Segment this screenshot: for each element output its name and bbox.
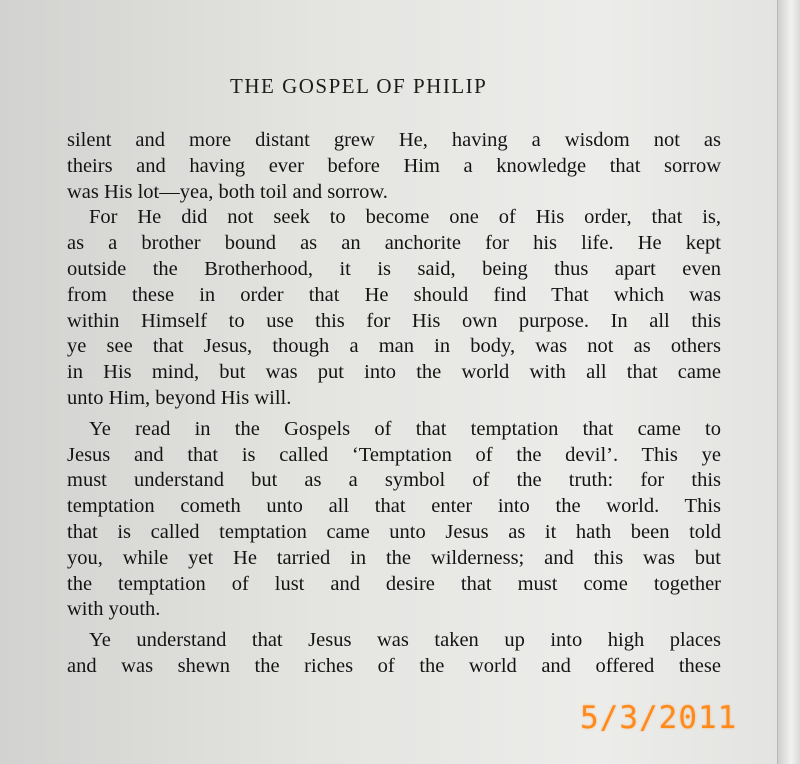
text-line: For He did not seek to become one of His order, that is, — [89, 206, 721, 229]
text-line: unto Him, beyond His will. — [67, 386, 292, 409]
text-line: the temptation of lust and desire that must come together — [67, 572, 721, 595]
camera-date-stamp: 5/3/2011 — [580, 700, 738, 736]
body-text — [67, 128, 721, 680]
text-line: from these in order that He should find That which was — [67, 283, 721, 306]
text-line: Ye read in the Gospels of that temptation that came to — [89, 417, 721, 440]
text-line: and was shewn the riches of the world and offered these — [67, 654, 721, 677]
text-line: that is called temptation came unto Jesus as it hath been told — [67, 520, 721, 543]
next-page-edge — [777, 0, 800, 764]
text-line: ye see that Jesus, though a man in body, was not as others — [67, 335, 721, 358]
text-line: outside the Brotherhood, it is said, being thus apart even — [67, 257, 721, 280]
text-line: as a brother bound as an anchorite for his life. He kept — [67, 232, 721, 255]
text-line: theirs and having ever before Him a knowledge that sorrow — [67, 154, 721, 177]
text-line: in His mind, but was put into the world with all that came — [67, 361, 721, 384]
text-line: temptation cometh unto all that enter into the world. This — [67, 495, 721, 518]
text-line: silent and more distant grew He, having a wisdom not as — [67, 129, 721, 151]
page-title: THE GOSPEL OF PHILIP — [230, 74, 488, 98]
text-line: within Himself to use this for His own purpose. In all this — [67, 309, 721, 332]
text-line: must understand but as a symbol of the truth: for this — [67, 469, 721, 492]
text-line: Ye understand that Jesus was taken up into high places — [89, 629, 721, 652]
text-line: was His lot—yea, both toil and sorrow. — [67, 180, 388, 203]
text-line: Jesus and that is called ‘Temptation of the devil’. This ye — [67, 443, 721, 466]
text-line: with youth. — [67, 598, 161, 621]
text-line: you, while yet He tarried in the wilderness; and this was but — [67, 546, 721, 569]
